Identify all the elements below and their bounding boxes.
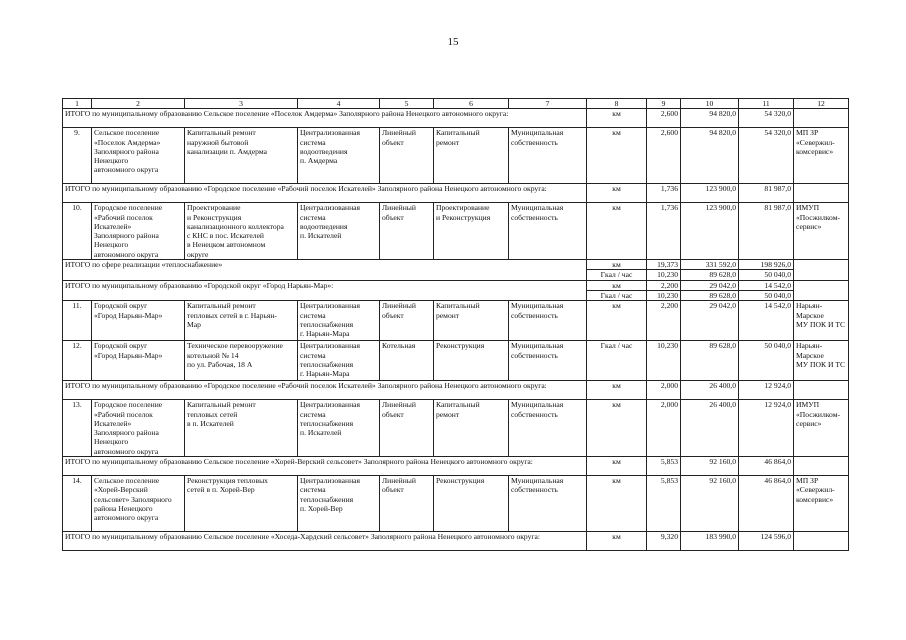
work-kind-cell: Капитальный ремонт (434, 301, 509, 341)
cost-cell: 331 592,0 (681, 260, 739, 270)
cost-cell: 26 400,0 (681, 400, 739, 457)
work-description-cell: Капитальный ремонт тепловых сетей в п. Искателей (185, 400, 298, 457)
budget-cell: 50 040,0 (739, 290, 794, 300)
operator-cell: ИМУП «Посжилком- сервис» (794, 400, 849, 457)
unit-cell: км (587, 203, 647, 260)
cost-cell: 183 990,0 (681, 532, 739, 551)
unit-cell: км (587, 280, 647, 290)
unit-cell: Гкал / час (587, 270, 647, 280)
budget-cell: 54 320,0 (739, 109, 794, 128)
operator-cell: МП ЗР «Севержил- комсервис» (794, 476, 849, 532)
subtotal-row (63, 381, 849, 400)
subtotal-label: ИТОГО по муниципальному образованию «Городское поселение «Рабочий поселок Искателей» Заполярного района Ненецкого автономного округа: (63, 184, 587, 203)
work-kind-cell: Реконструкция (434, 476, 509, 532)
program-table (62, 98, 849, 551)
ownership-cell: Муниципальная собственность (509, 400, 587, 457)
table-row (63, 400, 849, 457)
system-cell: Централизованная система теплоснабжения п. Искателей (298, 400, 380, 457)
cost-cell: 29 042,0 (681, 280, 739, 290)
quantity-cell: 1,736 (647, 203, 681, 260)
subtotal-label: ИТОГО по муниципальному образованию «Городской округ «Город Нарьян-Мар»: (63, 280, 587, 301)
operator-cell: Нарьян- Марское МУ ПОК И ТС (794, 301, 849, 341)
col-number-6: 6 (434, 99, 509, 109)
object-type-cell: Линейный объект (380, 400, 434, 457)
municipality-cell: Городское поселение «Рабочий поселок Искателей» Заполярного района Ненецкого автономного округа (92, 400, 185, 457)
unit-cell: км (587, 381, 647, 400)
budget-cell: 12 924,0 (739, 400, 794, 457)
subtotal-label: ИТОГО по муниципальному образованию Сельское поселение «Поселок Амдерма» Заполярного района Ненецкого автономного округа: (63, 109, 587, 128)
quantity-cell: 19,373 (647, 260, 681, 270)
unit-cell: км (587, 109, 647, 128)
quantity-cell: 1,736 (647, 184, 681, 203)
system-cell: Централизованная система теплоснабжения г. Нарьян-Мара (298, 301, 380, 341)
object-type-cell: Линейный объект (380, 203, 434, 260)
work-description-cell: Капитальный ремонт тепловых сетей в г. Нарьян- Мар (185, 301, 298, 341)
quantity-cell: 9,320 (647, 532, 681, 551)
quantity-cell: 10,230 (647, 270, 681, 280)
operator-cell: МП ЗР «Севержил- комсервис» (794, 128, 849, 184)
quantity-cell: 2,000 (647, 381, 681, 400)
table-row (63, 203, 849, 260)
unit-cell: км (587, 476, 647, 532)
subtotal-row (63, 457, 849, 476)
col-number-12: 12 (794, 99, 849, 109)
col-number-11: 11 (739, 99, 794, 109)
col-number-4: 4 (298, 99, 380, 109)
quantity-cell: 10,230 (647, 341, 681, 381)
subtotal-row (63, 260, 849, 270)
quantity-cell: 5,853 (647, 457, 681, 476)
budget-cell: 81 987,0 (739, 203, 794, 260)
subtotal-label: ИТОГО по муниципальному образованию Сельское поселение «Хорей-Верский сельсовет» Заполярного района Ненецкого автономного округа: (63, 457, 587, 476)
operator-cell (794, 280, 849, 301)
unit-cell: км (587, 457, 647, 476)
table-row (63, 301, 849, 341)
ownership-cell: Муниципальная собственность (509, 203, 587, 260)
operator-cell (794, 532, 849, 551)
cost-cell: 29 042,0 (681, 301, 739, 341)
object-type-cell: Линейный объект (380, 128, 434, 184)
cost-cell: 123 900,0 (681, 203, 739, 260)
system-cell: Централизованная система теплоснабжения п. Хорей-Вер (298, 476, 380, 532)
col-number-8: 8 (587, 99, 647, 109)
cost-cell: 89 628,0 (681, 290, 739, 300)
operator-cell (794, 381, 849, 400)
budget-cell: 50 040,0 (739, 270, 794, 280)
operator-cell (794, 109, 849, 128)
quantity-cell: 2,200 (647, 301, 681, 341)
subtotal-row (63, 184, 849, 203)
ownership-cell: Муниципальная собственность (509, 476, 587, 532)
col-number-9: 9 (647, 99, 681, 109)
quantity-cell: 2,000 (647, 400, 681, 457)
budget-cell: 124 596,0 (739, 532, 794, 551)
ownership-cell: Муниципальная собственность (509, 341, 587, 381)
work-kind-cell: Проектирование и Реконструкция (434, 203, 509, 260)
page-number: 15 (447, 36, 459, 48)
unit-cell: км (587, 400, 647, 457)
ownership-cell: Муниципальная собственность (509, 301, 587, 341)
cost-cell: 92 160,0 (681, 457, 739, 476)
quantity-cell: 10,230 (647, 290, 681, 300)
operator-cell (794, 184, 849, 203)
cost-cell: 26 400,0 (681, 381, 739, 400)
municipality-cell: Городской округ «Город Нарьян-Мар» (92, 301, 185, 341)
unit-cell: км (587, 128, 647, 184)
row-number: 11. (63, 301, 92, 341)
row-number: 13. (63, 400, 92, 457)
cost-cell: 94 820,0 (681, 128, 739, 184)
quantity-cell: 2,600 (647, 109, 681, 128)
col-number-2: 2 (92, 99, 185, 109)
subtotal-label: ИТОГО по сфере реализации «теплоснабжение» (63, 260, 587, 281)
budget-cell: 14 542,0 (739, 280, 794, 290)
work-description-cell: Проектирование и Реконструкция канализационного коллектора с КНС в пос. Искателей в Ненецком автономном округе (185, 203, 298, 260)
object-type-cell: Линейный объект (380, 301, 434, 341)
work-description-cell: Техническое перевооружение котельной № 14 по ул. Рабочая, 18 А (185, 341, 298, 381)
row-number: 10. (63, 203, 92, 260)
object-type-cell: Котельная (380, 341, 434, 381)
budget-cell: 12 924,0 (739, 381, 794, 400)
subtotal-row (63, 109, 849, 128)
municipality-cell: Городской округ «Город Нарьян-Мар» (92, 341, 185, 381)
row-number: 9. (63, 128, 92, 184)
budget-cell: 46 864,0 (739, 457, 794, 476)
col-number-7: 7 (509, 99, 587, 109)
object-type-cell: Линейный объект (380, 476, 434, 532)
budget-cell: 46 864,0 (739, 476, 794, 532)
col-number-10: 10 (681, 99, 739, 109)
quantity-cell: 5,853 (647, 476, 681, 532)
table-row (63, 476, 849, 532)
operator-cell (794, 260, 849, 281)
work-kind-cell: Реконструкция (434, 341, 509, 381)
work-description-cell: Капитальный ремонт наружной бытовой канализации п. Амдерма (185, 128, 298, 184)
budget-cell: 81 987,0 (739, 184, 794, 203)
municipality-cell: Городское поселение «Рабочий поселок Искателей» Заполярного района Ненецкого автономного округа (92, 203, 185, 260)
col-number-3: 3 (185, 99, 298, 109)
subtotal-row (63, 532, 849, 551)
budget-cell: 54 320,0 (739, 128, 794, 184)
col-number-1: 1 (63, 99, 92, 109)
operator-cell: Нарьян- Марское МУ ПОК И ТС (794, 341, 849, 381)
subtotal-label: ИТОГО по муниципальному образованию «Городское поселение «Рабочий поселок Искателей» Заполярного района Ненецкого автономного округа: (63, 381, 587, 400)
table-body (63, 99, 849, 551)
quantity-cell: 2,600 (647, 128, 681, 184)
subtotal-row (63, 280, 849, 290)
municipality-cell: Сельское поселение «Поселок Амдерма» Заполярного района Ненецкого автономного округа (92, 128, 185, 184)
row-number: 14. (63, 476, 92, 532)
column-number-row (63, 99, 849, 109)
operator-cell: ИМУП «Посжилком- сервис» (794, 203, 849, 260)
cost-cell: 123 900,0 (681, 184, 739, 203)
unit-cell: Гкал / час (587, 341, 647, 381)
cost-cell: 89 628,0 (681, 270, 739, 280)
budget-cell: 198 926,0 (739, 260, 794, 270)
col-number-5: 5 (380, 99, 434, 109)
table-row (63, 128, 849, 184)
unit-cell: км (587, 184, 647, 203)
budget-cell: 14 542,0 (739, 301, 794, 341)
table-row (63, 341, 849, 381)
work-kind-cell: Капитальный ремонт (434, 128, 509, 184)
work-kind-cell: Капитальный ремонт (434, 400, 509, 457)
cost-cell: 94 820,0 (681, 109, 739, 128)
subtotal-label: ИТОГО по муниципальному образованию Сельское поселение «Хоседа-Хардский сельсовет» Заполярного района Ненецкого автономного округа: (63, 532, 587, 551)
system-cell: Централизованная система водоотведения п. Амдерма (298, 128, 380, 184)
cost-cell: 92 160,0 (681, 476, 739, 532)
unit-cell: км (587, 301, 647, 341)
budget-cell: 50 040,0 (739, 341, 794, 381)
cost-cell: 89 628,0 (681, 341, 739, 381)
operator-cell (794, 457, 849, 476)
quantity-cell: 2,200 (647, 280, 681, 290)
municipality-cell: Сельское поселение «Хорей-Верский сельсовет» Заполярного района Ненецкого автономного округа (92, 476, 185, 532)
row-number: 12. (63, 341, 92, 381)
unit-cell: Гкал / час (587, 290, 647, 300)
ownership-cell: Муниципальная собственность (509, 128, 587, 184)
unit-cell: км (587, 260, 647, 270)
work-description-cell: Реконструкция тепловых сетей в п. Хорей-Вер (185, 476, 298, 532)
system-cell: Централизованная система водоотведения п. Искателей (298, 203, 380, 260)
system-cell: Централизованная система теплоснабжения г. Нарьян-Мара (298, 341, 380, 381)
unit-cell: км (587, 532, 647, 551)
